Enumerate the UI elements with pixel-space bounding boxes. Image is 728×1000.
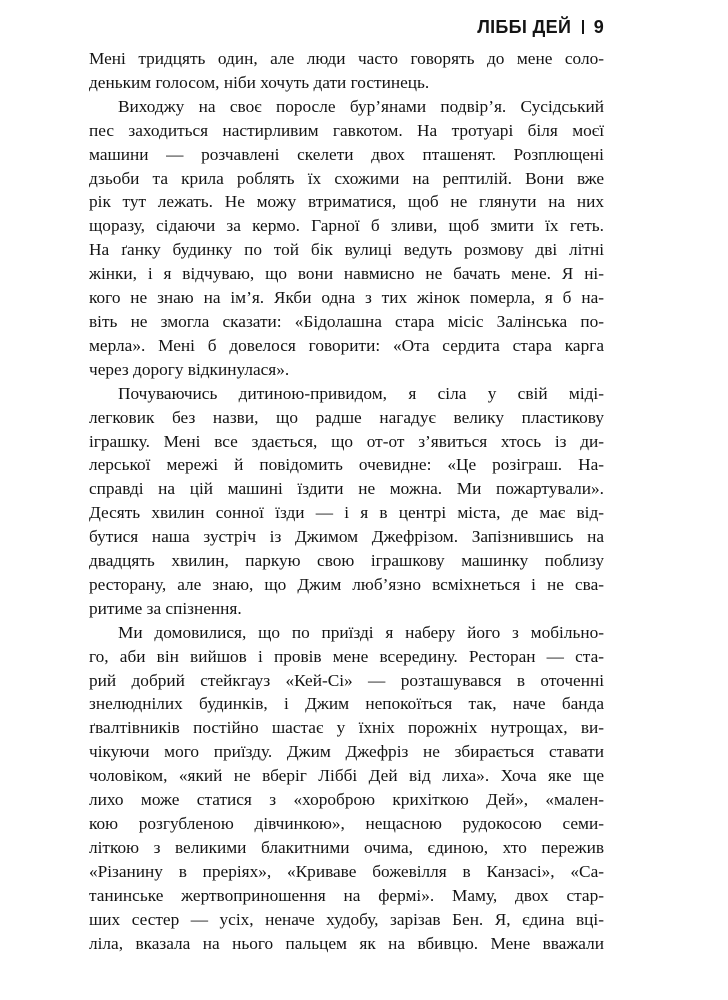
text-line: го, аби він вийшов і провів мене всередину. Ресторан — ста-	[89, 646, 604, 666]
text-line: лерської мережі й повідомить очевидне: «Це розіграш. На-	[89, 455, 604, 475]
text-line: кою розгубленою дівчинкою», нещасною рудокосою семи-	[89, 814, 604, 833]
text-line: літкою з великими блакитними очима, єдиною, хто пережив	[89, 837, 604, 857]
text-line: ліла, вказала на нього пальцем як на вбивцю. Мене вважали	[89, 933, 604, 953]
text-line: ресторану, але знаю, що Джим люб’язно всміхнеться і не сва-	[89, 574, 604, 594]
text-line: ритиме за спізнення.	[89, 598, 242, 618]
text-line: дзьоби та крила роблять їх схожими на рептилій. Вони вже	[89, 168, 604, 188]
text-line: рік тут лежать. Не можу втриматися, щоб не глянути на них	[89, 192, 604, 212]
text-line: бутися наша зустріч із Джимом Джефрізом. Запізнившись на	[89, 527, 604, 547]
text-line: через дорогу відкинулася».	[89, 359, 290, 379]
running-head-title: ЛІББІ ДЕЙ	[477, 16, 572, 37]
page-number: 9	[593, 16, 604, 37]
text-line: деньким голосом, ніби хочуть дати гостинець.	[89, 72, 430, 92]
text-line: щоразу, сідаючи за кермо. Гарної б зливи, щоб змити їх геть.	[89, 216, 604, 236]
text-line: мерла». Мені б довелося говорити: «Ота сердита стара карга	[89, 335, 604, 355]
text-line: Десять хвилин сонної їзди — і я в центрі міста, де має від-	[89, 503, 604, 523]
text-line: Виходжу на своє поросле бур’янами подвір’я. Сусідський	[118, 96, 604, 116]
text-line: рий добрий стейкгауз «Кей-Сі» — розташувався в оточенні	[89, 670, 604, 690]
text-line: машини — розчавлені скелети двох пташенят. Розплющені	[89, 144, 604, 164]
text-line: Ми домовилися, що по приїзді я наберу його з мобільно-	[118, 622, 604, 642]
text-line: Почуваючись дитиною-привидом, я сіла у свій міді-	[118, 383, 604, 403]
text-line: На ґанку будинку по той бік вулиці ведуть розмову дві літні	[89, 240, 604, 260]
text-line: «Різанину в преріях», «Криваве божевілля в Канзасі», «Са-	[89, 861, 604, 881]
text-line: чікуючи мого приїзду. Джим Джефріз не збирається ставати	[89, 742, 604, 762]
text-line: чоловіком, «який не вберіг Ліббі Дей від лиха». Хоча яке ще	[89, 766, 604, 786]
running-head-separator	[582, 20, 584, 34]
text-line: іграшку. Мені все здається, що от-от з’явиться хтось із ди-	[89, 431, 604, 451]
text-line: справді на цій машині їздити не можна. Ми пожартували».	[89, 479, 604, 499]
text-line: жінки, і я відчуваю, що вони навмисно не бачать мене. Я ні-	[89, 264, 604, 284]
text-line: пес заходиться настирливим гавкотом. На тротуарі біля моєї	[89, 120, 604, 140]
text-line: танинське жертвоприношення на фермі». Маму, двох стар-	[89, 885, 604, 905]
body-text	[89, 47, 604, 955]
text-line: ґвалтівників постійно шастає у їхніх порожніх нутрощах, ви-	[89, 718, 604, 738]
running-head	[477, 14, 604, 40]
text-line: лихо може статися з «хороброю крихіткою Дей», «мален-	[89, 790, 604, 810]
text-line: кого не знаю на ім’я. Якби одна з тих жінок померла, я б на-	[89, 288, 604, 308]
text-line: віть не змогла сказати: «Бідолашна стара місіс Залінська по-	[89, 311, 604, 331]
text-line: Мені тридцять один, але люди часто говорять до мене соло-	[89, 49, 604, 68]
text-line: ших сестер — усіх, неначе худобу, зарізав Бен. Я, єдина вці-	[89, 909, 604, 929]
text-line: двадцять хвилин, паркую свою іграшкову машинку поблизу	[89, 551, 604, 571]
text-line: знелюднілих будинків, і Джим непокоїться так, наче банда	[89, 694, 604, 714]
text-line: легковик без назви, що радше нагадує велику пластикову	[89, 407, 604, 427]
